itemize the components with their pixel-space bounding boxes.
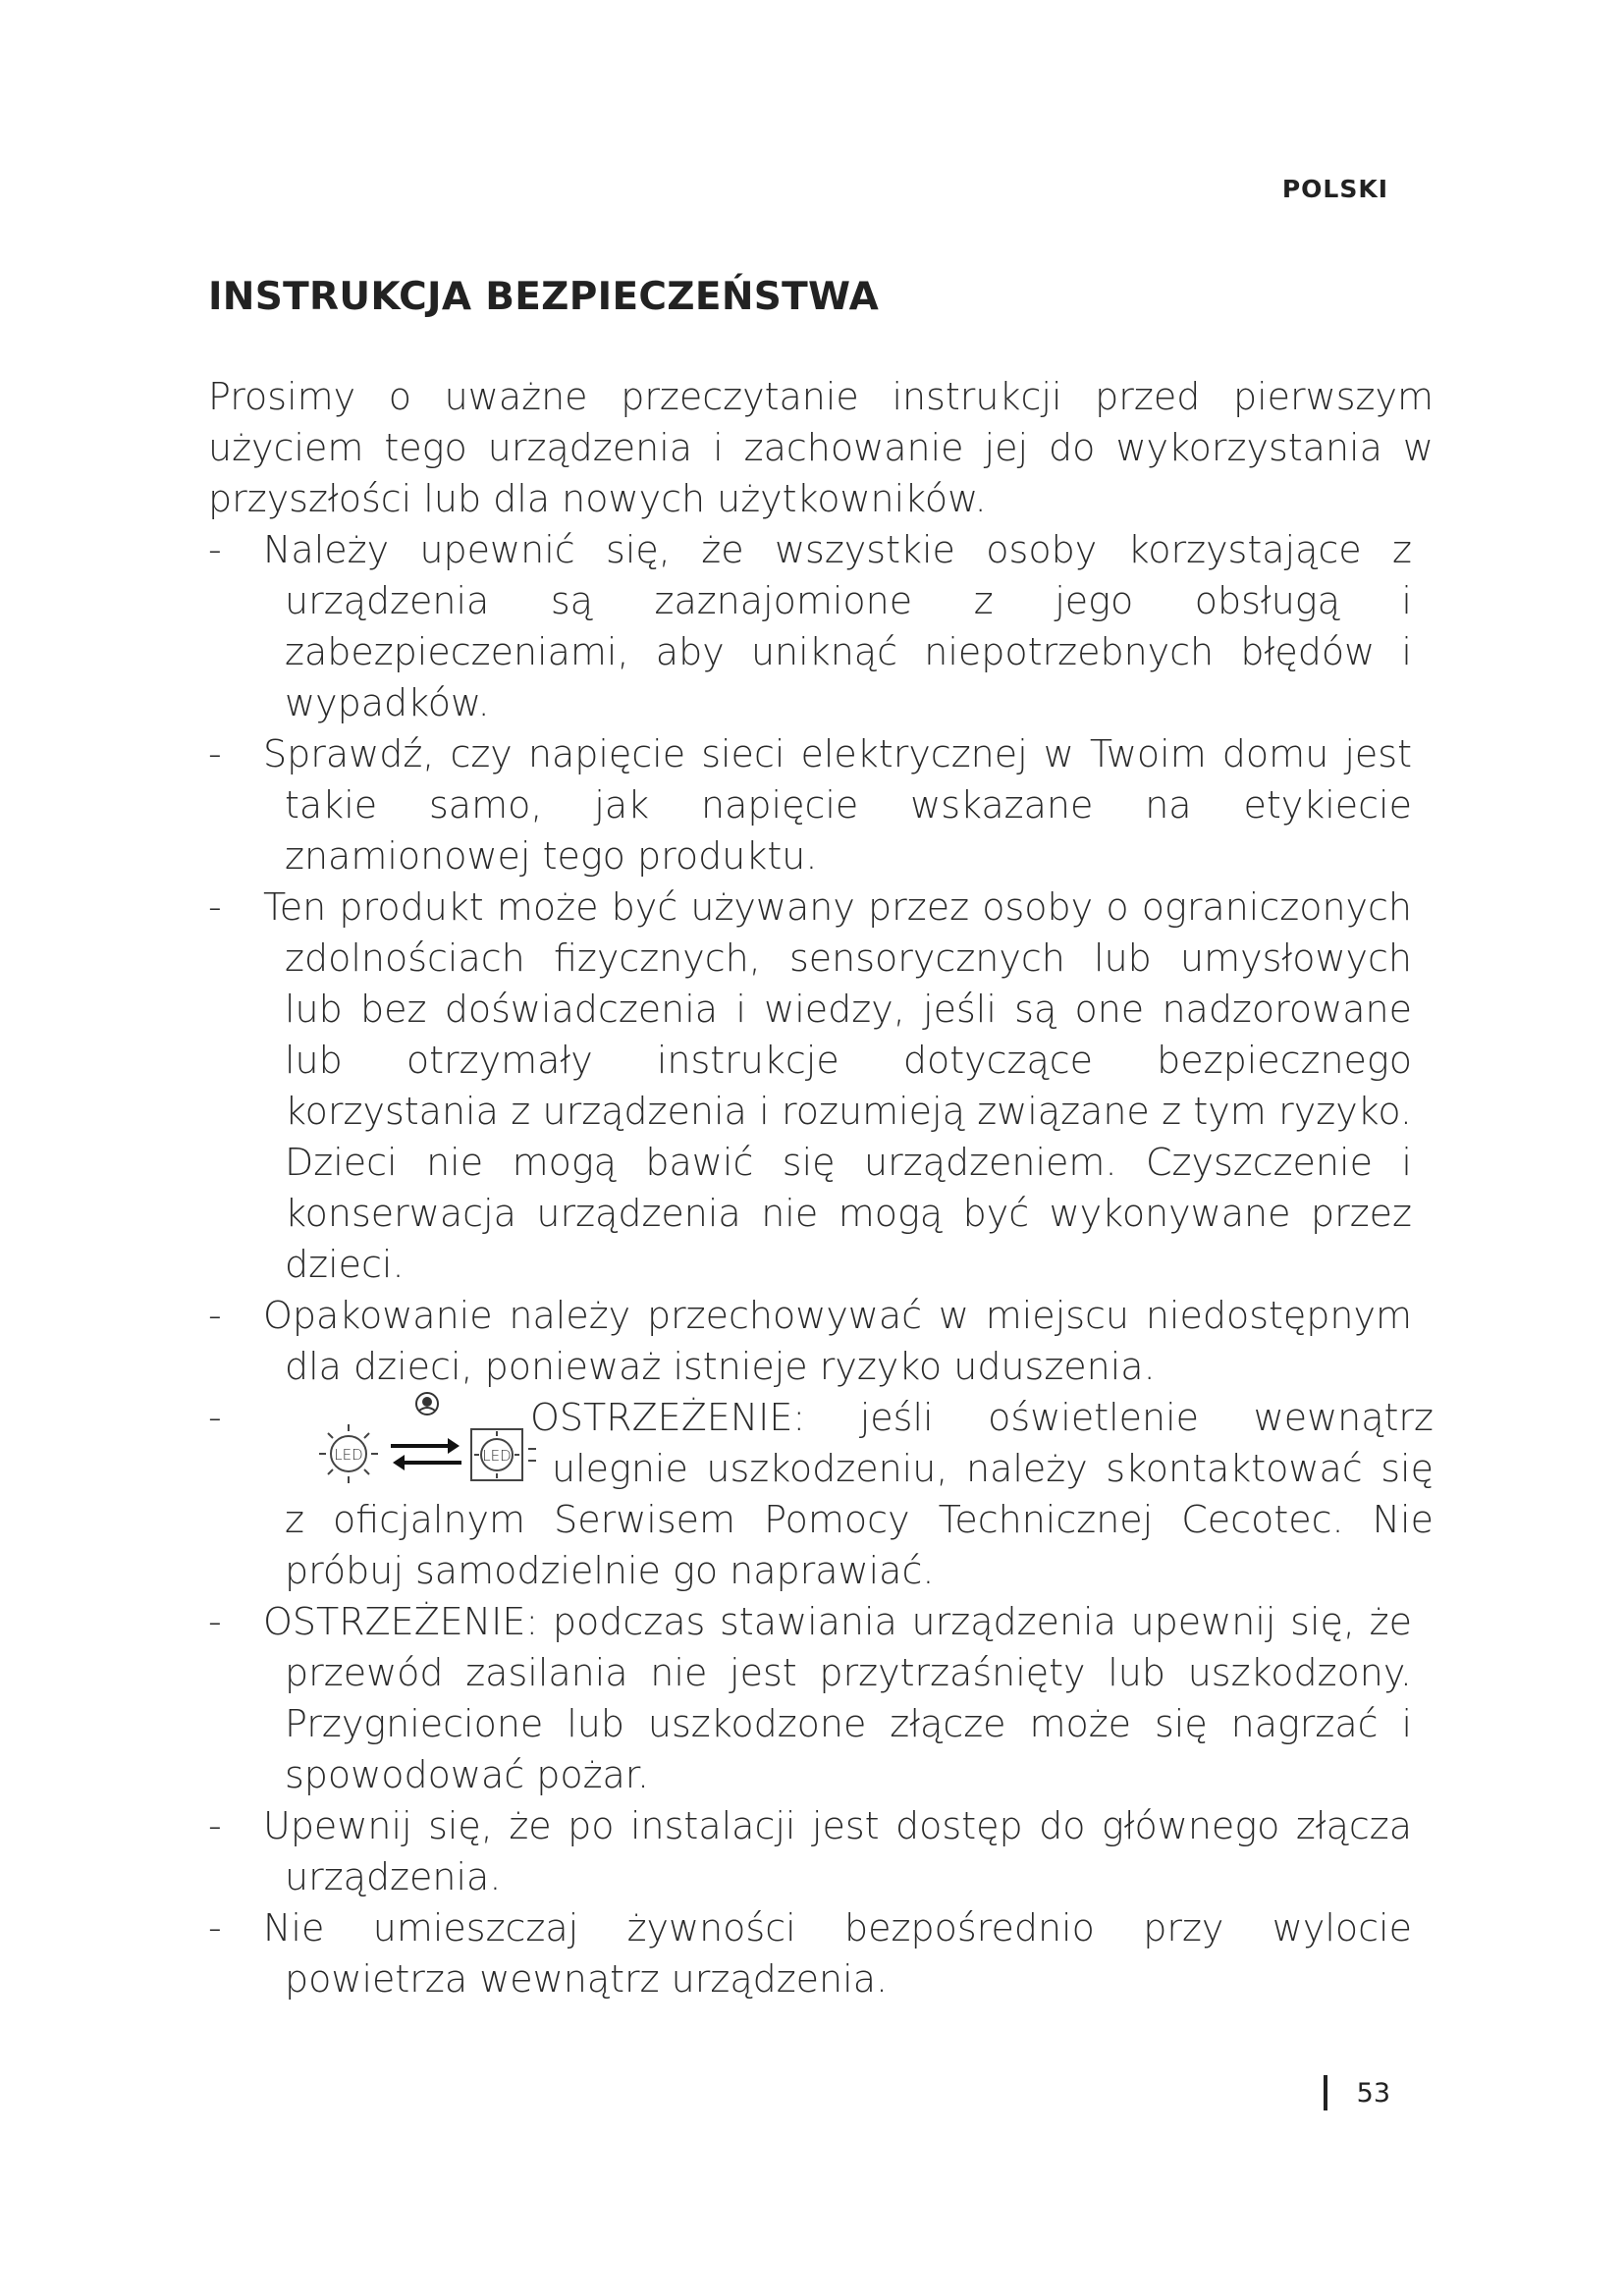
- safety-list: [208, 524, 1434, 2004]
- page-number-divider: [1324, 2075, 1327, 2110]
- language-label: POLSKI: [1281, 175, 1388, 203]
- list-item: - Opakowanie należy przechowywać w miejscu niedostępnym dla dzieci, ponieważ istnieje ryzyko uduszenia.: [208, 1290, 1434, 1392]
- page-title: INSTRUKCJA BEZPIECZEŃSTWA: [208, 275, 880, 319]
- safety-content: [208, 371, 1434, 2004]
- list-item-led-warning: [208, 1392, 1434, 1596]
- list-item: - Ten produkt może być używany przez osoby o ograniczonych zdolnościach fizycznych, sensorycznych lub umysłowych lub bez doświadczenia i wiedzy, jeśli są one nadzorowane lub otrzymały instrukcje dotyczące bezpiecznego korzystania z urządzenia i rozumieją związane z tym ryzyko. Dzieci nie mogą bawić się urządzeniem. Czyszczenie i konserwacja urządzenia nie mogą być wykonywane przez dzieci.: [208, 881, 1434, 1290]
- list-item: - Upewnij się, że po instalacji jest dostęp do głównego złącza urządzenia.: [208, 1800, 1434, 1902]
- page-number: 53: [1356, 2077, 1390, 2109]
- list-item: - Należy upewnić się, że wszystkie osoby korzystające z urządzenia są zaznajomione z jego obsługą i zabezpieczeniami, aby uniknąć niepotrzebnych błędów i wypadków.: [208, 524, 1434, 728]
- led-warning-text: OSTRZEŻENIE: jeśli oświetlenie wewnątrz ulegnie uszkodzeniu, należy skontaktować się z oficjalnym Serwisem Pomocy Technicznej Cecotec. Nie próbuj samodzielnie go naprawiać.: [285, 1396, 1434, 1592]
- led-replacement-icon: [314, 1392, 540, 1488]
- swap-arrows-icon: [391, 1438, 461, 1470]
- intro-paragraph: Prosimy o uważne przeczytanie instrukcji przed pierwszym użyciem tego urządzenia i zachowanie jej do wykorzystania w przyszłości lub dla nowych użytkowników.: [208, 375, 1434, 520]
- led-right-label: LED: [482, 1447, 512, 1465]
- page-footer: [1324, 2075, 1390, 2110]
- list-item: - Nie umieszczaj żywności bezpośrednio przy wylocie powietrza wewnątrz urządzenia.: [208, 1902, 1434, 2004]
- technician-icon: [416, 1393, 438, 1415]
- list-item: - Sprawdź, czy napięcie sieci elektrycznej w Twoim domu jest takie samo, jak napięcie wskazane na etykiecie znamionowej tego produktu.: [208, 728, 1434, 881]
- led-left-label: - LED: [334, 1446, 363, 1464]
- list-item: - OSTRZEŻENIE: podczas stawiania urządzenia upewnij się, że przewód zasilania nie jest przytrzaśnięty lub uszkodzony. Przygniecione lub uszkodzone złącze może się nagrzać i spowodować pożar.: [208, 1596, 1434, 1800]
